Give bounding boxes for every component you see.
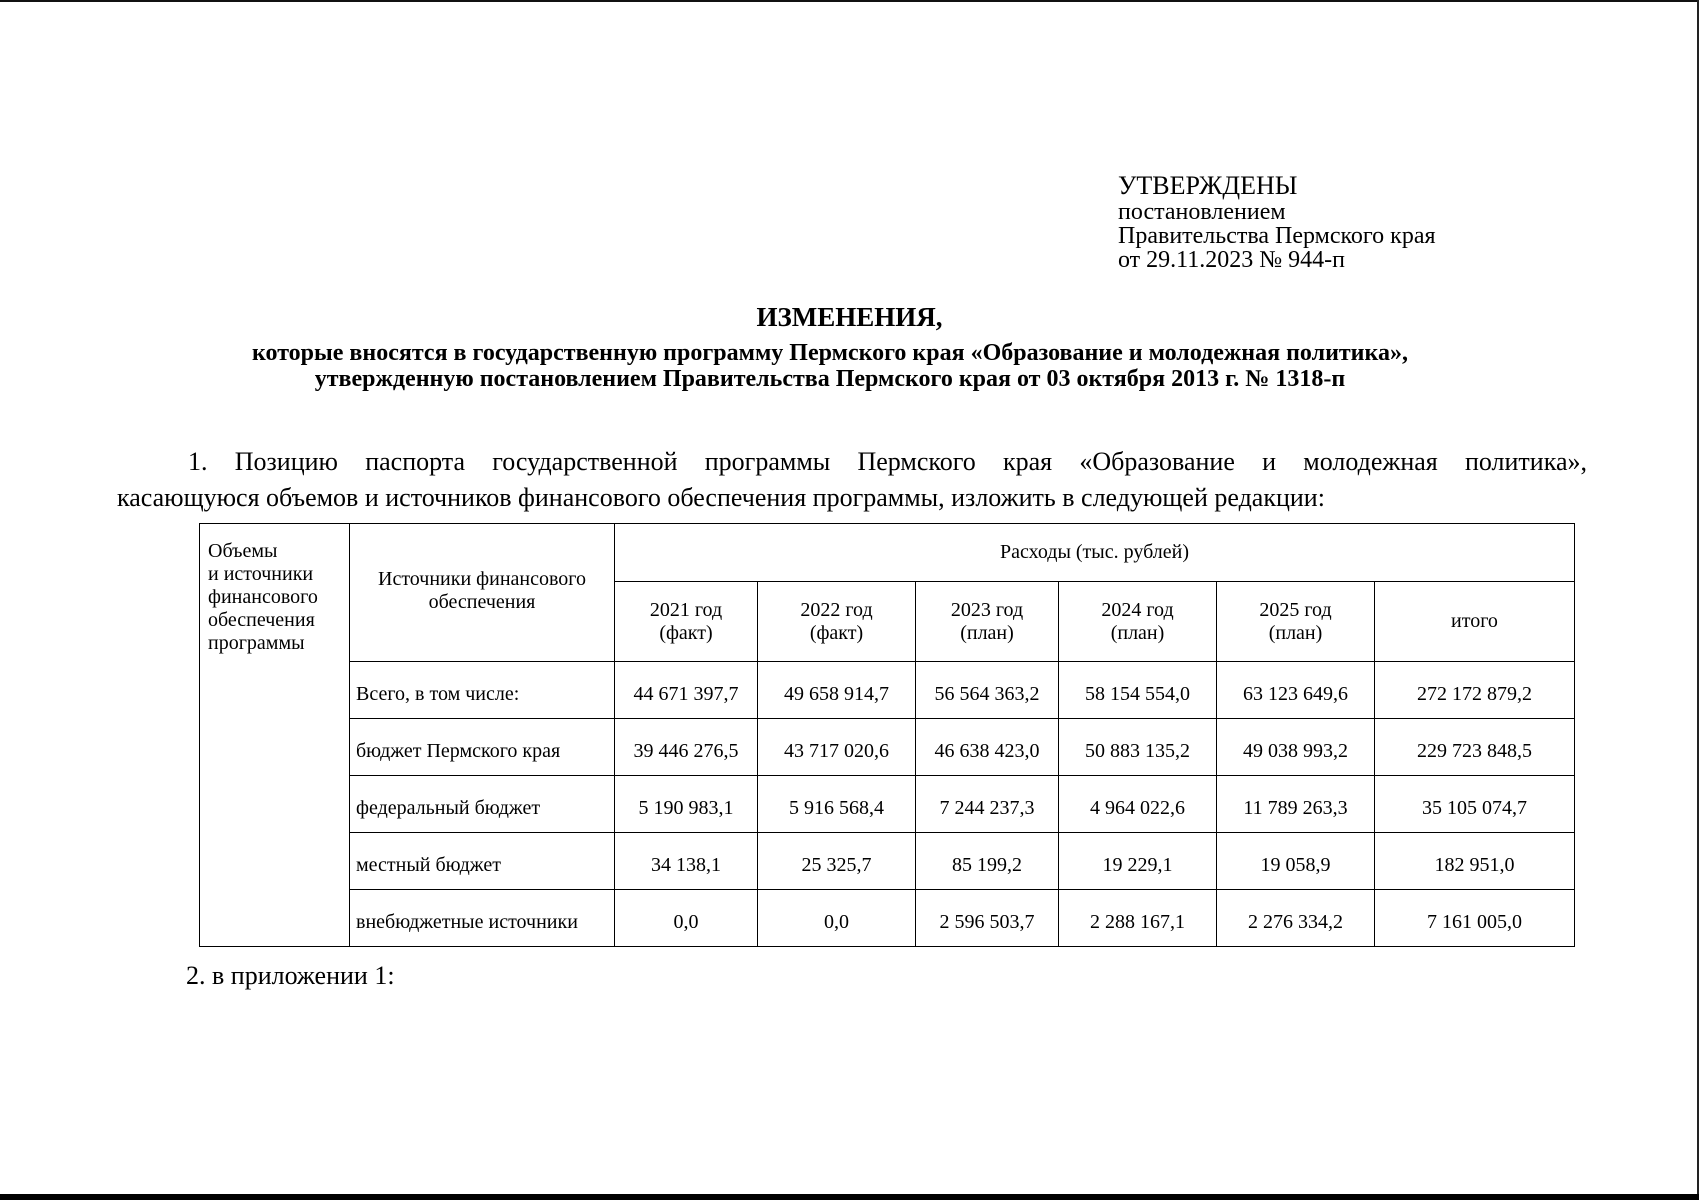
year-kind: (факт) bbox=[659, 621, 713, 644]
year-label: 2023 год bbox=[950, 598, 1024, 621]
year-label: 2024 год bbox=[1101, 598, 1174, 621]
table-row bbox=[200, 662, 1575, 719]
subtitle-line-2: утвержденную постановлением Правительства Пермского края от 03 октября 2013 г. № 1318-п bbox=[314, 366, 1346, 392]
financing-table bbox=[199, 523, 1575, 947]
table-row bbox=[200, 776, 1575, 833]
row-value: 46 638 423,0 bbox=[916, 719, 1059, 776]
approval-line-3: Правительства Пермского края bbox=[1118, 223, 1436, 249]
row-value: 2 276 334,2 bbox=[1217, 890, 1375, 947]
row-source: федеральный бюджет bbox=[350, 776, 615, 833]
volumes-label-cell bbox=[200, 524, 350, 947]
row-source: внебюджетные источники bbox=[350, 890, 615, 947]
row-source: Всего, в том числе: bbox=[350, 662, 615, 719]
scan-top-edge bbox=[0, 0, 1699, 2]
year-header-2021 bbox=[615, 582, 758, 662]
volumes-label-line: и источники bbox=[208, 563, 314, 585]
sources-header-cell bbox=[350, 524, 615, 662]
scan-bottom-edge bbox=[0, 1194, 1699, 1200]
year-label: 2022 год bbox=[800, 598, 873, 621]
sources-header-line: Источники финансового bbox=[378, 568, 586, 590]
year-kind: (план) bbox=[960, 621, 1014, 644]
row-value: 49 658 914,7 bbox=[758, 662, 916, 719]
row-value: 0,0 bbox=[615, 890, 758, 947]
document-title: ИЗМЕНЕНИЯ, bbox=[756, 302, 943, 332]
row-value: 11 789 263,3 bbox=[1217, 776, 1375, 833]
sources-header-line: обеспечения bbox=[428, 591, 536, 613]
row-value: 50 883 135,2 bbox=[1059, 719, 1217, 776]
row-value: 5 190 983,1 bbox=[615, 776, 758, 833]
row-value: 2 288 167,1 bbox=[1059, 890, 1217, 947]
row-value: 5 916 568,4 bbox=[758, 776, 916, 833]
row-total: 182 951,0 bbox=[1375, 833, 1575, 890]
row-value: 58 154 554,0 bbox=[1059, 662, 1217, 719]
year-label: 2025 год bbox=[1259, 598, 1332, 621]
volumes-label-line: обеспечения bbox=[208, 609, 315, 631]
year-kind: (план) bbox=[1268, 621, 1323, 644]
approval-line-2: постановлением bbox=[1118, 199, 1286, 225]
row-value: 19 229,1 bbox=[1059, 833, 1217, 890]
document-subtitle bbox=[80, 340, 1580, 392]
row-value: 7 244 237,3 bbox=[916, 776, 1059, 833]
table-row bbox=[200, 833, 1575, 890]
year-kind: (план) bbox=[1110, 621, 1165, 644]
year-header-2024 bbox=[1059, 582, 1217, 662]
volumes-label-line: финансового bbox=[208, 586, 318, 608]
year-label: 2021 год bbox=[649, 598, 723, 621]
row-value: 43 717 020,6 bbox=[758, 719, 916, 776]
row-source: местный бюджет bbox=[350, 833, 615, 890]
year-header-2022 bbox=[758, 582, 916, 662]
row-value: 56 564 363,2 bbox=[916, 662, 1059, 719]
volumes-label-line: Объемы bbox=[208, 540, 278, 562]
expenses-header-cell: Расходы (тыс. рублей) bbox=[615, 524, 1575, 582]
row-total: 35 105 074,7 bbox=[1375, 776, 1575, 833]
row-value: 4 964 022,6 bbox=[1059, 776, 1217, 833]
row-value: 0,0 bbox=[758, 890, 916, 947]
approval-stamp bbox=[1118, 172, 1436, 272]
paragraph-2: 2. в приложении 1: bbox=[186, 961, 395, 990]
paragraph-1-line-1: 1. Позицию паспорта государственной программы Пермского края «Образование и молодежная политика», bbox=[188, 447, 1587, 476]
volumes-label-line: программы bbox=[208, 632, 305, 654]
year-header-2023 bbox=[916, 582, 1059, 662]
row-value: 85 199,2 bbox=[916, 833, 1059, 890]
table-row bbox=[200, 719, 1575, 776]
row-total: 272 172 879,2 bbox=[1375, 662, 1575, 719]
approval-line-1: УТВЕРЖДЕНЫ bbox=[1118, 171, 1298, 200]
row-total: 229 723 848,5 bbox=[1375, 719, 1575, 776]
row-total: 7 161 005,0 bbox=[1375, 890, 1575, 947]
row-source: бюджет Пермского края bbox=[350, 719, 615, 776]
paragraph-1 bbox=[117, 444, 1587, 516]
year-kind: (факт) bbox=[809, 621, 864, 644]
row-value: 25 325,7 bbox=[758, 833, 916, 890]
approval-line-4: от 29.11.2023 № 944-п bbox=[1118, 247, 1346, 273]
row-value: 63 123 649,6 bbox=[1217, 662, 1375, 719]
total-header: итого bbox=[1375, 582, 1575, 662]
row-value: 49 038 993,2 bbox=[1217, 719, 1375, 776]
row-value: 39 446 276,5 bbox=[615, 719, 758, 776]
table-row bbox=[200, 890, 1575, 947]
row-value: 2 596 503,7 bbox=[916, 890, 1059, 947]
year-header-2025 bbox=[1217, 582, 1375, 662]
row-value: 44 671 397,7 bbox=[615, 662, 758, 719]
paragraph-1-line-2: касающуюся объемов и источников финансового обеспечения программы, изложить в следующей редакции: bbox=[117, 483, 1325, 512]
row-value: 19 058,9 bbox=[1217, 833, 1375, 890]
row-value: 34 138,1 bbox=[615, 833, 758, 890]
subtitle-line-1: которые вносятся в государственную программу Пермского края «Образование и молодежная политика», bbox=[252, 340, 1408, 366]
